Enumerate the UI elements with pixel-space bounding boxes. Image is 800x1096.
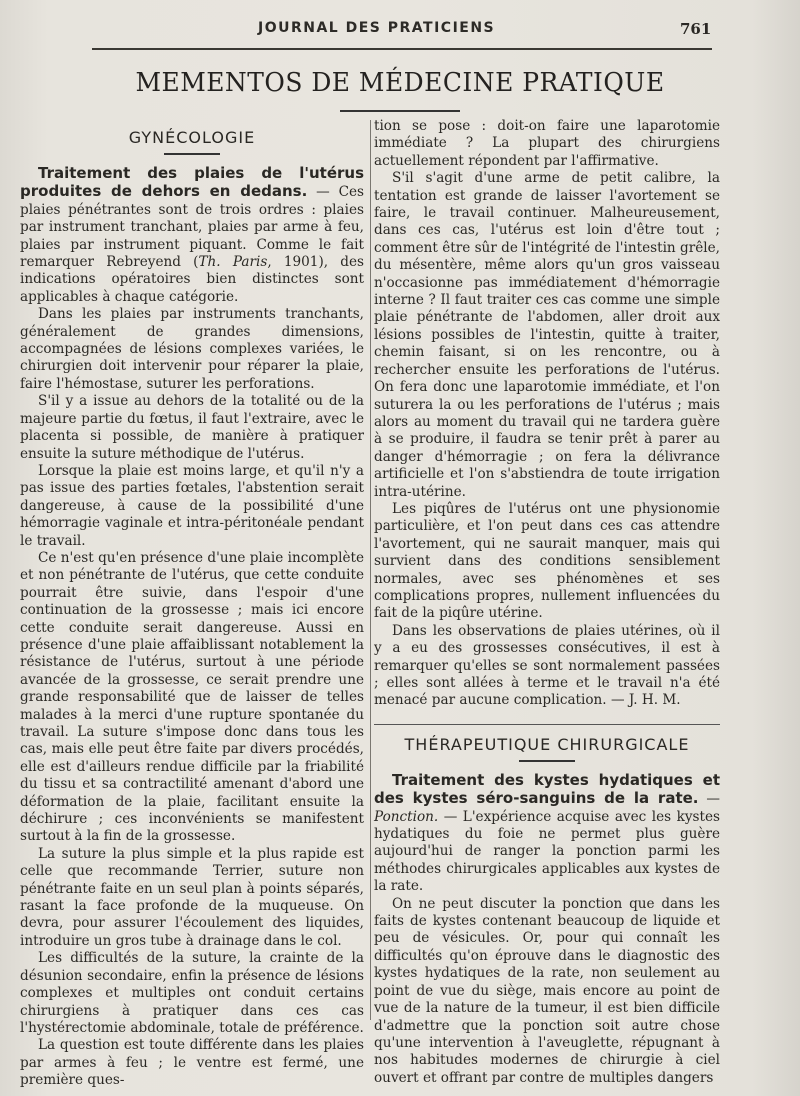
paragraph: Les difficultés de la suture, la crainte de la désunion secondaire, enfin la présence de lésions complexes et multiples ont conduit certains chirurgiens à pratiquer dans ces cas l'hystérectomie abdominale, totale de préférence. (20, 950, 364, 1036)
paragraph-text: , 1901), des indications opératoires bien distinctes sont applicables à chaque catégorie. (20, 254, 365, 305)
paragraph: La question est toute différente dans les plaies par armes à feu ; le ventre est fermé, une première ques- (20, 1037, 364, 1089)
paragraph: On ne peut discuter la ponction que dans les faits de kystes contenant beaucoup de liquide et peu de vésicules. Or, pour qui connaît les difficultés qu'on éprouve dans le diagnostic des kystes hydatiques de la rate, non seulement au point de vue du siège, mais encore au point de vue de la nature de la tumeur, il est bien difficile d'admettre que la ponction soit autre chose qu'une intervention à l'aveuglette, répugnant à nos habitudes modernes de chirurgie à ciel ouvert et offrant par contre de multiples dangers (374, 895, 720, 1086)
paragraph: Ce n'est qu'en présence d'une plaie incomplète et non pénétrante de l'utérus, que cette conduite pourrait être suivie, dans l'espoir d'une continuation de la grossesse ; mais ici encore cette conduite serait dangereuse. Aussi en présence d'une plaie affaiblissant notablement la résistance de l'utérus, surtout à une période avancée de la grossesse, ce serait prendre une grande responsabilité que de laisser de telles malades à la merci d'une rupture spontanée du travail. La suture s'impose donc dans tous les cas, mais elle peut être faite par divers procédés, elle est d'ailleurs rendue difficile par la friabilité du tissu et sa contractilité amenant d'abord une déformation de la plaie, facilitant ensuite la déchirure ; ces inconvénients se manifestent surtout à la fin de la grossesse. (20, 549, 364, 845)
paragraph: tion se pose : doit-on faire une laparotomie immédiate ? La plupart des chirurgiens actuellement répondent par l'affirmative. (374, 118, 720, 169)
section-separator (374, 724, 720, 725)
right-column (374, 118, 720, 1087)
paragraph: Les piqûres de l'utérus ont une physionomie particulière, et l'on peut dans ces cas attendre l'avortement, qui ne saurait manquer, mais qui survient dans des conditions sensiblement normales, avec ses phénomènes et ses complications propres, nullement influencées du fait de la piqûre utérine. (374, 500, 720, 622)
article-subtitle: Ponction. (374, 808, 439, 825)
paragraph: Dans les observations de plaies utérines, où il y a eu des grossesses consécutives, il est à remarquer qu'elles se sont normalement passées ; elles sont allées à terme et le travail n'a été menacé par aucune complication. — J. H. M. (374, 622, 720, 709)
column-divider (370, 120, 371, 1020)
paragraph: Dans les plaies par instruments tranchants, généralement de grandes dimensions, accompagnées de lésions complexes variées, le chirurgien doit intervenir pour réparer la plaie, faire l'hémostase, suturer les perforations. (20, 306, 364, 392)
citation-reference: Th. Paris (198, 254, 268, 271)
paragraph: S'il y a issue au dehors de la totalité ou de la majeure partie du fœtus, il faut l'extraire, avec le placenta si possible, de manière à pratiquer ensuite la suture méthodique de l'utérus. (20, 393, 364, 462)
article-paragraph (374, 772, 720, 896)
title-rule (340, 110, 460, 112)
article-title: Traitement des kystes hydatiques et des kystes séro-sanguins de la rate. (374, 770, 720, 808)
running-head (0, 16, 800, 46)
left-column (20, 118, 364, 1090)
section-rule (164, 153, 220, 155)
article-paragraph (20, 165, 364, 306)
header-rule (92, 48, 712, 50)
page-title: MEMENTOS DE MÉDECINE PRATIQUE (135, 68, 665, 98)
paragraph: Lorsque la plaie est moins large, et qu'il n'y a pas issue des parties fœtales, l'abstention serait dangereuse, à cause de la possibilité d'une hémorragie vaginale et intra-péritonéale pendant le travail. (20, 462, 364, 549)
title-dash: — (698, 791, 721, 808)
paragraph: S'il s'agit d'une arme de petit calibre, la tentation est grande de laisser l'avortement se faire, le travail continuer. Malheureusement, dans ces cas, l'utérus est loin d'être tout ; comment être sûr de l'intégrité de l'intestin grêle, du mésentère, même alors qu'un gros vaisseau n'occasionne pas immédiatement d'hémorragie interne ? Il faut traiter ces cas comme une simple plaie pénétrante de l'abdomen, aller droit aux lésions possibles de l'intestin, quitte à traiter, chemin faisant, si on les rencontre, ou à rechercher ensuite les perforations de l'utérus. On fera donc une laparotomie immédiate, et l'on suturera la ou les perforations de l'utérus ; mais alors au moment du travail qui ne tardera guère à se produire, il faudra se tenir prêt à parer au danger d'hémorragie ; on fera la délivrance artificielle et l'on s'abstiendra de toute irrigation intra-utérine. (374, 170, 720, 500)
page-number: 761 (680, 20, 712, 38)
section-rule (519, 760, 575, 762)
paragraph: La suture la plus simple et la plus rapide est celle que recommande Terrier, suture non pénétrante faite en un seul plan à points séparés, rasant la face profonde de la muqueuse. On devra, pour assurer l'écoulement des liquides, introduire un gros tube à drainage dans le col. (20, 845, 364, 949)
article-title: Traitement des plaies de l'utérus produites de dehors en dedans. (20, 164, 364, 201)
section-heading-gynecologie: GYNÉCOLOGIE (128, 128, 256, 147)
journal-title: JOURNAL DES PRATICIENS (258, 20, 496, 36)
section-heading-therapeutique: THÉRAPEUTIQUE CHIRURGICALE (404, 734, 690, 754)
paragraph-text: — L'expérience acquise avec les kystes hydatiques du foie ne permet plus guère aujourd'hui de ranger la ponction parmi les méthodes chirurgicales applicables aux kystes de la rate. (374, 808, 720, 895)
paragraph-text: — Ces plaies pénétrantes sont de trois ordres : plaies par instrument tranchant, plaies par arme à feu, plaies par instrument piquant. Comme le fait remarquer Rebreyend ( (20, 184, 364, 271)
